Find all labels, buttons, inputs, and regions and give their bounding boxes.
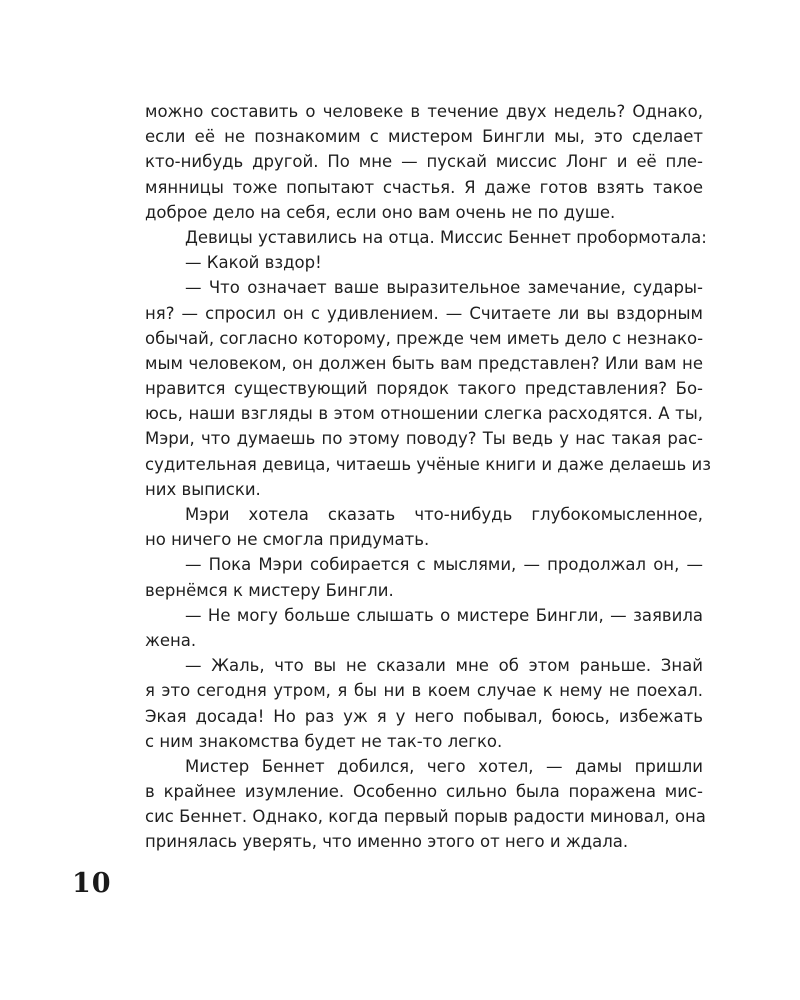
text-line: — Какой вздор!: [185, 253, 322, 273]
text-line: если её не познакомим с мистером Бингли мы, это сделает: [145, 127, 703, 147]
text-line: принялась уверять, что именно этого от него и ждала.: [145, 832, 629, 852]
text-line: — Жаль, что вы не сказали мне об этом раньше. Знай: [185, 656, 703, 676]
text-line: ня? — спросил он с удивлением. — Считаете ли вы вздорным: [145, 303, 703, 323]
text-line: судительная девица, читаешь учёные книги и даже делаешь из: [145, 454, 711, 474]
text-line: мянницы тоже попытают счастья. Я даже готов взять такое: [145, 177, 703, 197]
text-line: я это сегодня утром, я бы ни в коем случае к нему не поехал.: [145, 681, 703, 701]
text-line: доброе дело на себя, если оно вам очень не по душе.: [145, 202, 616, 222]
text-line: Мэри хотела сказать что-нибудь глубокомысленное,: [185, 505, 703, 524]
text-line: вернёмся к мистеру Бингли.: [145, 580, 394, 600]
text-line: — Что означает ваше выразительное замечание, судары-: [185, 278, 703, 298]
body-text: [145, 99, 711, 855]
text-line: в крайнее изумление. Особенно сильно была поражена мис-: [145, 782, 703, 802]
text-line: сис Беннет. Однако, когда первый порыв радости миновал, она: [145, 807, 706, 827]
text-line: Экая досада! Но раз уж я у него побывал, боюсь, избежать: [145, 706, 703, 726]
text-line: но ничего не смогла придумать.: [145, 530, 430, 550]
text-line: нравится существующий порядок такого представления? Бо-: [145, 379, 703, 399]
text-line: обычай, согласно которому, прежде чем иметь дело с незнако-: [145, 328, 704, 348]
text-line: — Пока Мэри собирается с мыслями, — продолжал он, —: [185, 555, 703, 575]
text-line: можно составить о человеке в течение двух недель? Однако,: [145, 102, 703, 121]
text-line: мым человеком, он должен быть вам представлен? Или вам не: [145, 353, 703, 373]
text-line: Мистер Беннет добился, чего хотел, — дамы пришли: [185, 756, 703, 776]
text-line: кто-нибудь другой. По мне — пускай миссис Лонг и её пле-: [145, 152, 703, 172]
text-line: Мэри, что думаешь по этому поводу? Ты ведь у нас такая рас-: [145, 429, 703, 449]
text-line: юсь, наши взгляды в этом отношении слегка расходятся. А ты,: [145, 404, 703, 424]
text-line: жена.: [145, 630, 197, 650]
page-number: 10: [72, 868, 112, 899]
text-line: них выписки.: [145, 479, 261, 499]
text-line: Девицы уставились на отца. Миссис Беннет пробормотала:: [185, 227, 707, 247]
text-line: с ним знакомства будет не так-то легко.: [145, 731, 503, 751]
text-line: — Не могу больше слышать о мистере Бингли, — заявила: [185, 605, 703, 625]
